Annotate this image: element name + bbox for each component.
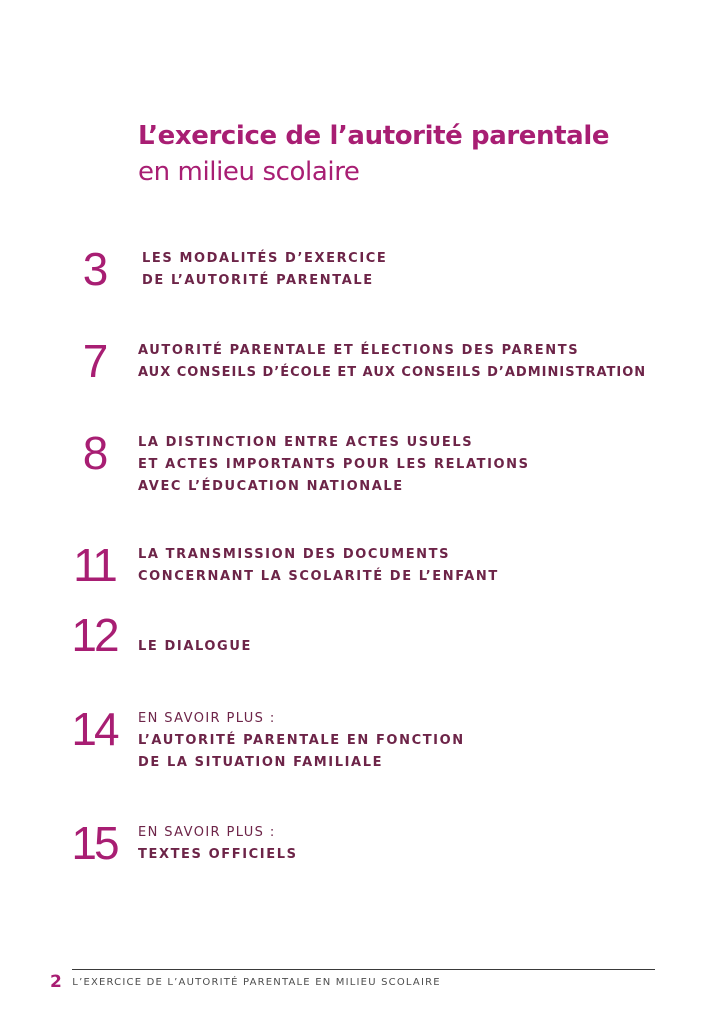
toc-line: AUTORITÉ PARENTALE ET ÉLECTIONS DES PARENTS <box>138 343 580 358</box>
toc-page-number: 8 <box>82 427 106 479</box>
toc-entry-title <box>138 544 499 588</box>
footer-running-title: L’EXERCICE DE L’AUTORITÉ PARENTALE EN MILIEU SCOLAIRE <box>72 976 441 988</box>
toc-entry-title <box>138 340 646 384</box>
toc-page-number: 3 <box>82 243 106 295</box>
toc-line: LA TRANSMISSION DES DOCUMENTS <box>138 547 451 562</box>
toc-entry-title <box>138 432 530 498</box>
toc-line: AUX CONSEILS D’ÉCOLE ET AUX CONSEILS D’ADMINISTRATION <box>138 365 647 380</box>
toc-entry-title <box>138 708 465 774</box>
footer-divider <box>72 969 655 970</box>
toc-line: TEXTES OFFICIELS <box>138 847 298 862</box>
toc-line: DE L’AUTORITÉ PARENTALE <box>142 273 374 288</box>
toc-line: AVEC L’ÉDUCATION NATIONALE <box>138 479 404 494</box>
toc-entry-title <box>138 636 252 658</box>
toc-line: LA DISTINCTION ENTRE ACTES USUELS <box>138 435 474 450</box>
toc-line-prefix: EN SAVOIR PLUS : <box>138 825 276 840</box>
toc-line: ET ACTES IMPORTANTS POUR LES RELATIONS <box>138 457 530 472</box>
title-line-1: L’exercice de l’autorité parentale <box>138 121 610 151</box>
toc-line: CONCERNANT LA SCOLARITÉ DE L’ENFANT <box>138 569 499 584</box>
toc-entry-title <box>138 822 298 866</box>
toc-page-number: 11 <box>73 539 115 591</box>
toc-line: DE LA SITUATION FAMILIALE <box>138 755 384 770</box>
title-line-2: en milieu scolaire <box>138 157 360 187</box>
toc-entry-title <box>142 248 387 292</box>
toc-page-number: 7 <box>82 335 106 387</box>
footer-page-number: 2 <box>50 972 62 992</box>
page-title <box>138 118 609 190</box>
page-footer <box>50 972 441 992</box>
toc-line-prefix: EN SAVOIR PLUS : <box>138 711 276 726</box>
toc-line: L’AUTORITÉ PARENTALE EN FONCTION <box>138 733 465 748</box>
toc-page-number: 12 <box>71 609 117 661</box>
toc-page-number: 14 <box>71 703 117 755</box>
toc-line: LE DIALOGUE <box>138 639 252 654</box>
toc-page-number: 15 <box>71 817 117 869</box>
toc-line: LES MODALITÉS D’EXERCICE <box>142 251 388 266</box>
